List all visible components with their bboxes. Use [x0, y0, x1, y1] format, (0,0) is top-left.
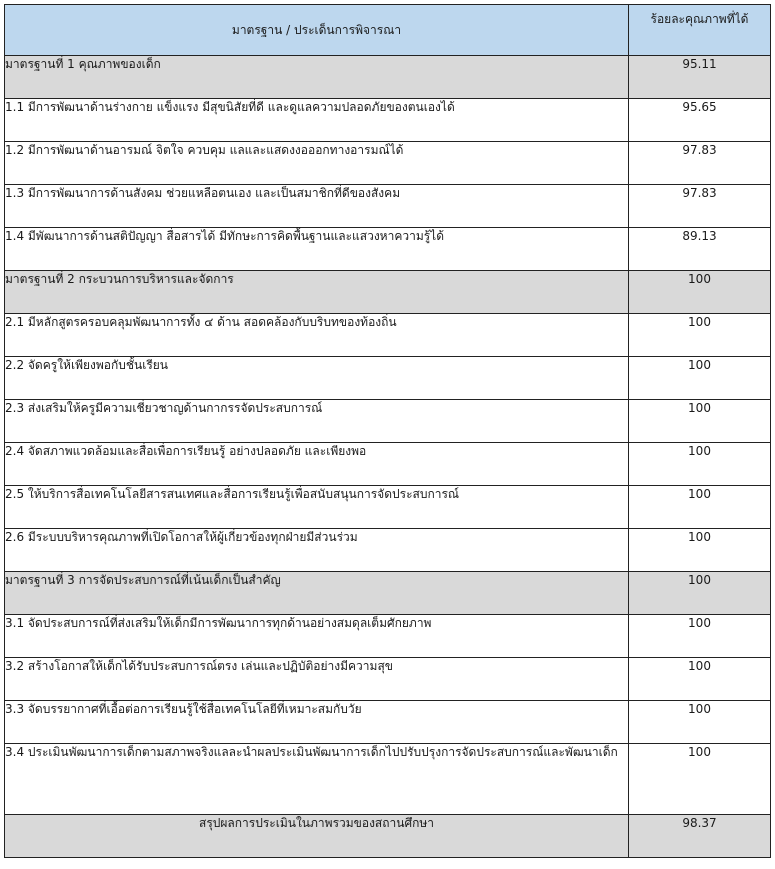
- item-score: 100: [629, 314, 771, 357]
- item-score: 89.13: [629, 228, 771, 271]
- item-label: 3.4 ประเมินพัฒนาการเด็กตามสภาพจริงแลละนำผลประเมินพัฒนาการเด็กไปปรับปรุงการจัดประสบการณ์และพัฒนาเด็ก: [5, 745, 618, 759]
- item-label: 1.2 มีการพัฒนาด้านอารมณ์ จิตใจ ควบคุม แลและแสดงงอออกทางอารมณ์ได้: [5, 142, 629, 185]
- item-score: 95.65: [629, 99, 771, 142]
- item-row: [5, 529, 771, 572]
- item-score: 100: [629, 529, 771, 572]
- item-row: [5, 99, 771, 142]
- item-label: 1.3 มีการพัฒนาการด้านสังคม ช่วยแหลือตนเอง และเป็นสมาชิกที่ดีของสังคม: [5, 185, 629, 228]
- standard-row: [5, 271, 771, 314]
- summary-label: สรุปผลการประเมินในภาพรวมของสถานศึกษา: [5, 815, 629, 858]
- item-row: [5, 314, 771, 357]
- item-row: [5, 486, 771, 529]
- summary-score: 98.37: [629, 815, 771, 858]
- header-row: [5, 5, 771, 56]
- item-row: [5, 185, 771, 228]
- item-label: 3.1 จัดประสบการณ์ที่ส่งเสริมให้เด็กมีการพัฒนาการทุกด้านอย่างสมดุลเต็มศักยภาพ: [5, 615, 629, 658]
- item-row: [5, 443, 771, 486]
- item-row: [5, 615, 771, 658]
- summary-row: [5, 815, 771, 858]
- item-row: [5, 744, 771, 815]
- item-label: 3.2 สร้างโอกาสให้เด็กได้รับประสบการณ์ตรง เล่นและปฏิบัติอย่างมีความสุข: [5, 658, 629, 701]
- score-column-header: ร้อยละคุณภาพที่ได้: [629, 5, 771, 56]
- item-label: 1.4 มีพัฒนาการด้านสติปัญญา สื่อสารได้ มีทักษะการคิดพื้นฐานและแสวงหาความรู้ได้: [5, 228, 629, 271]
- item-row: [5, 658, 771, 701]
- item-score: 100: [629, 615, 771, 658]
- item-row: [5, 228, 771, 271]
- item-label: 1.1 มีการพัฒนาด้านร่างกาย แข็งแรง มีสุขนิสัยที่ดี และดูแลความปลอดภัยของตนเองได้: [5, 99, 629, 142]
- item-score: 100: [629, 744, 771, 815]
- standard-label: มาตรฐานที่ 2 กระบวนการบริหารและจัดการ: [5, 271, 629, 314]
- item-score: 100: [629, 443, 771, 486]
- item-label: 2.3 ส่งเสริมให้ครูมีความเชี่ยวชาญด้านกากรรจัดประสบการณ์: [5, 400, 629, 443]
- evaluation-table: [4, 4, 771, 858]
- standard-row: [5, 572, 771, 615]
- item-score: 97.83: [629, 185, 771, 228]
- item-score: 100: [629, 357, 771, 400]
- item-score: 100: [629, 486, 771, 529]
- item-label: 2.1 มีหลักสูตรครอบคลุมพัฒนาการทั้ง ๔ ด้าน สอดคล้องกับบริบทของท้องถิ่น: [5, 314, 629, 357]
- standard-score: 100: [629, 271, 771, 314]
- item-score: 100: [629, 658, 771, 701]
- standard-label: มาตรฐานที่ 1 คุณภาพของเด็ก: [5, 56, 629, 99]
- item-label: 3.3 จัดบรรยากาศที่เอื้อต่อการเรียนรู้ใช้สื่อเทคโนโลยีที่เหมาะสมกับวัย: [5, 701, 629, 744]
- standard-label: มาตรฐานที่ 3 การจัดประสบการณ์ที่เน้นเด็กเป็นสำคัญ: [5, 572, 629, 615]
- item-label: 2.2 จัดครูให้เพียงพอกับชั้นเรียน: [5, 357, 629, 400]
- standard-row: [5, 56, 771, 99]
- item-score: 100: [629, 400, 771, 443]
- item-row: [5, 357, 771, 400]
- standard-score: 100: [629, 572, 771, 615]
- standard-score: 95.11: [629, 56, 771, 99]
- item-label: 2.6 มีระบบบริหารคุณภาพที่เปิดโอกาสให้ผู้เกี่ยวข้องทุกฝ่ายมีส่วนร่วม: [5, 529, 629, 572]
- item-row: [5, 400, 771, 443]
- item-row: [5, 701, 771, 744]
- item-label: 2.5 ให้บริการสื่อเทคโนโลยีสารสนเทศและสื่อการเรียนรู้เพื่อสนับสนุนการจัดประสบการณ์: [5, 486, 629, 529]
- item-score: 97.83: [629, 142, 771, 185]
- item-score: 100: [629, 701, 771, 744]
- item-label: 2.4 จัดสภาพแวดล้อมและสื่อเพื่อการเรียนรู้ อย่างปลอดภัย และเพียงพอ: [5, 443, 629, 486]
- item-row: [5, 142, 771, 185]
- criteria-column-header: มาตรฐาน / ประเด็นการพิจารณา: [5, 5, 629, 56]
